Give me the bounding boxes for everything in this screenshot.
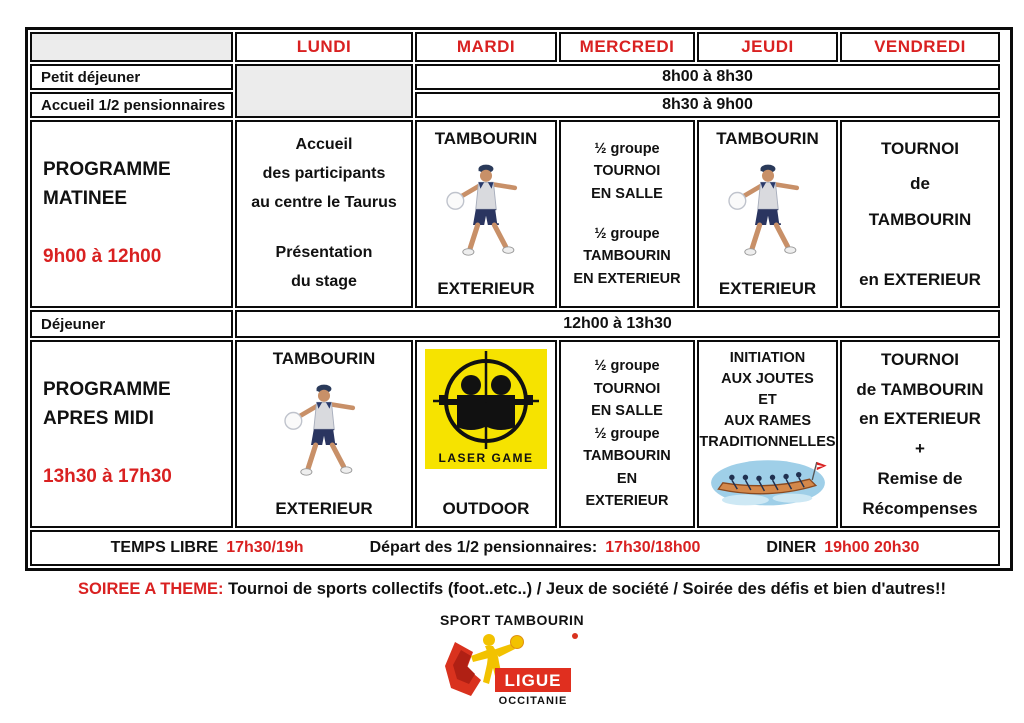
text-line: de TAMBOURIN — [856, 379, 984, 399]
text-line: TAMBOURIN — [583, 248, 671, 265]
weekly-schedule-table — [25, 27, 1013, 571]
morning-tuesday-top: TAMBOURIN — [434, 129, 538, 148]
free-time-value: 17h30/19h — [226, 539, 304, 556]
text-line: AUX RAMES — [723, 413, 811, 430]
theme-evening-text: Tournoi de sports collectifs (foot..etc..) / Jeux de société / Soirée des défis et bien d'autres!! — [228, 580, 946, 598]
afternoon-program-label — [30, 340, 233, 528]
afternoon-monday-top: TAMBOURIN — [272, 349, 376, 368]
text-line: Accueil — [295, 136, 353, 153]
text-line: AUX JOUTES — [721, 371, 814, 388]
afternoon-thursday-cell — [697, 340, 838, 528]
tambourin-player-icon — [436, 160, 536, 269]
morning-tuesday-bottom: EXTERIEUR — [437, 279, 535, 298]
morning-title-line2: MATINEE — [43, 187, 128, 209]
ligue-text: LIGUE — [504, 671, 562, 690]
text-line: ½ groupe — [594, 358, 660, 375]
text-line: INITIATION — [729, 350, 806, 366]
brand-title: SPORT TAMBOURIN — [439, 612, 585, 628]
text-line: des participants — [262, 164, 386, 182]
laser-game-logo-text: LASER GAME — [438, 451, 534, 465]
jousting-boat-image — [707, 453, 829, 509]
text-line: Présentation — [275, 244, 373, 262]
morning-wednesday-cell — [559, 120, 695, 308]
text-line: TOURNOI — [593, 380, 661, 397]
afternoon-tuesday-cell — [415, 340, 557, 528]
day-header-jeudi: JEUDI — [697, 32, 838, 62]
text-line: TOURNOI — [880, 349, 960, 369]
sport-tambourin-brand — [0, 612, 1024, 719]
day-header-mardi: MARDI — [415, 32, 557, 62]
text-line: EN SALLE — [591, 185, 663, 202]
dinner-label: DINER — [766, 539, 817, 556]
text-line: EN — [616, 470, 638, 487]
tambourin-player-icon — [718, 160, 818, 269]
text-line: EN SALLE — [591, 403, 663, 420]
corner-cell — [30, 32, 233, 62]
morning-tuesday-cell — [415, 120, 557, 308]
morning-thursday-bottom: EXTERIEUR — [718, 279, 817, 298]
text-line: TRADITIONNELLES — [699, 434, 836, 451]
text-line: Récompenses — [862, 498, 978, 518]
ligue-occitanie-icon — [427, 628, 597, 719]
text-line: en EXTERIEUR — [859, 269, 981, 289]
text-line: ET — [758, 392, 777, 409]
dinner-value: 19h00 20h30 — [824, 539, 920, 556]
day-header-lundi: LUNDI — [235, 32, 413, 62]
laser-game-logo — [425, 349, 547, 469]
free-time-item — [111, 539, 304, 557]
departure-item — [370, 539, 701, 557]
text-line: + — [915, 439, 925, 458]
afternoon-time: 13h30 à 17h30 — [43, 466, 172, 488]
tambourin-player-image — [436, 160, 536, 264]
free-time-label: TEMPS LIBRE — [110, 539, 219, 556]
jousting-boat-icon — [707, 453, 829, 516]
theme-evening-label: SOIREE A THEME: — [78, 580, 224, 598]
afternoon-wednesday-cell — [559, 340, 695, 528]
afternoon-thursday-lines — [699, 348, 835, 453]
text-line: EN EXTERIEUR — [573, 270, 681, 287]
text-line: TOURNOI — [593, 163, 661, 180]
tambourin-player-image — [274, 380, 374, 484]
departure-label: Départ des 1/2 pensionnaires: — [369, 539, 598, 556]
text-line: en EXTERIEUR — [859, 409, 981, 429]
theme-evening-line — [0, 580, 1024, 599]
morning-monday-cell — [235, 120, 413, 308]
text-line: au centre le Taurus — [251, 193, 397, 211]
text-line: TOURNOI — [880, 138, 960, 158]
text-line: ½ groupe — [594, 226, 660, 242]
afternoon-friday-cell — [840, 340, 1000, 528]
morning-title-line1: PROGRAMME — [43, 159, 171, 181]
departure-value: 17h30/18h00 — [605, 539, 701, 556]
morning-friday-cell — [840, 120, 1000, 308]
occitanie-text: OCCITANIE — [498, 695, 568, 707]
text-line: Remise de — [877, 468, 963, 488]
tambourin-player-image — [718, 160, 818, 264]
text-line: de — [910, 174, 930, 194]
lunch-time: 12h00 à 13h30 — [235, 310, 1000, 338]
evening-times-row — [30, 530, 1000, 566]
breakfast-time: 8h00 à 8h30 — [415, 64, 1000, 90]
text-line: TAMBOURIN — [868, 210, 972, 229]
text-line: ½ groupe — [594, 425, 660, 442]
half-board-welcome-label: Accueil 1/2 pensionnaires — [30, 92, 233, 118]
breakfast-label: Petit déjeuner — [30, 64, 233, 90]
text-line: du stage — [291, 273, 357, 291]
morning-time: 9h00 à 12h00 — [43, 246, 162, 268]
day-header-mercredi: MERCREDI — [559, 32, 695, 62]
morning-thursday-top: TAMBOURIN — [716, 129, 819, 148]
afternoon-monday-bottom: EXTERIEUR — [275, 499, 373, 518]
morning-program-label — [30, 120, 233, 308]
text-line: TAMBOURIN — [583, 448, 671, 465]
tambourin-player-icon — [274, 380, 374, 489]
lunch-label: Déjeuner — [30, 310, 233, 338]
monday-empty-cell — [235, 64, 413, 118]
afternoon-tuesday-bottom: OUTDOOR — [442, 499, 530, 518]
text-line: EXTERIEUR — [585, 493, 669, 510]
morning-thursday-cell — [697, 120, 838, 308]
afternoon-title-line2: APRES MIDI — [43, 407, 154, 429]
dinner-item — [766, 539, 919, 557]
half-board-welcome-time: 8h30 à 9h00 — [415, 92, 1000, 118]
afternoon-monday-cell — [235, 340, 413, 528]
ligue-occitanie-logo — [427, 628, 597, 714]
afternoon-title-line1: PROGRAMME — [43, 379, 171, 401]
laser-game-icon — [425, 349, 547, 474]
text-line: ½ groupe — [594, 140, 660, 157]
day-header-vendredi: VENDREDI — [840, 32, 1000, 62]
